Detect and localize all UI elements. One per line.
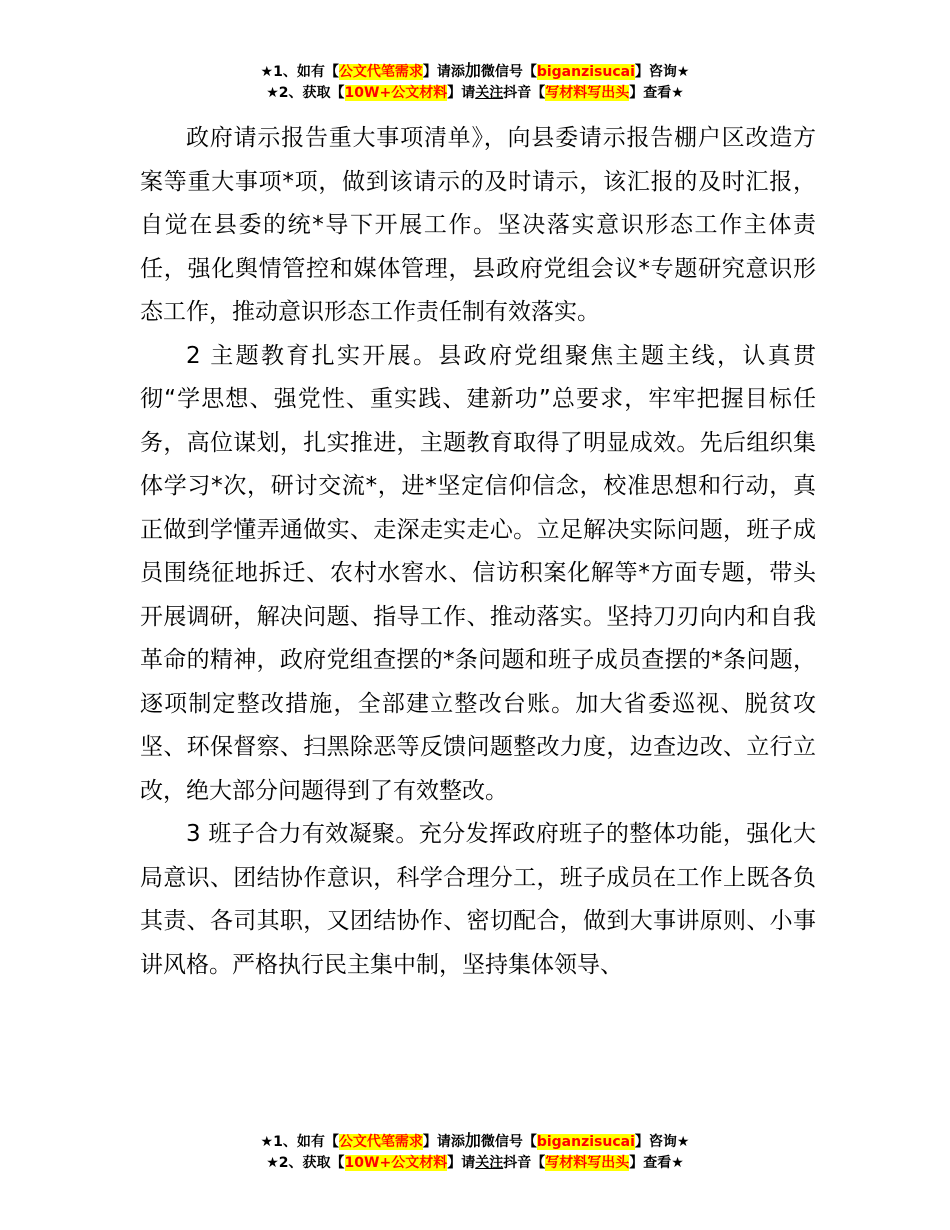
highlight-wechat-id: biganzisucai [536, 64, 635, 80]
highlight-materials: 10W+公文材料 [344, 1155, 448, 1171]
header-banner [0, 60, 950, 104]
highlight-service: 公文代笔需求 [338, 64, 423, 80]
banner-line-2: ★2、获取【10W+公文材料】请关注抖音【写材料写出头】查看★ [266, 1155, 684, 1171]
paragraph: 3 班子合力有效凝聚。充分发挥政府班子的整体功能，强化大局意识、团结协作意识，科学合理分工，班子成员在工作上既各负其责、各司其职，又团结协作、密切配合，做到大事讲原则、小事讲风格。严格执行民主集中制，坚持集体领导、 [140, 821, 816, 978]
highlight-douyin: 写材料写出头 [545, 85, 630, 101]
highlight-materials: 10W+公文材料 [344, 85, 448, 101]
highlight-service: 公文代笔需求 [338, 1134, 423, 1150]
highlight-wechat-id: biganzisucai [536, 1134, 635, 1150]
star-icon: ★ [266, 85, 279, 101]
document-body [140, 117, 816, 987]
banner-line-2: ★2、获取【10W+公文材料】请关注抖音【写材料写出头】查看★ [266, 85, 684, 101]
footer-banner [0, 1130, 950, 1174]
banner-line-1: ★1、如有【公文代笔需求】请添加微信号【biganzisucai】咨询★ [260, 61, 690, 80]
star-icon: ★ [671, 1155, 684, 1171]
paragraph: 政府请示报告重大事项清单》，向县委请示报告棚户区改造方案等重大事项*项，做到该请示的及时请示，该汇报的及时汇报，自觉在县委的统*导下开展工作。坚决落实意识形态工作主体责任，强化舆情管控和媒体管理，县政府党组会议*专题研究意识形态工作，推动意识形态工作责任制有效落实。 [140, 125, 816, 325]
star-icon: ★ [260, 1134, 274, 1150]
star-icon: ★ [676, 64, 690, 80]
star-icon: ★ [266, 1155, 279, 1171]
highlight-douyin: 写材料写出头 [545, 1155, 630, 1171]
paragraph: 2 主题教育扎实开展。县政府党组聚焦主题主线，认真贯彻“学思想、强党性、重实践、建新功”总要求，牢牢把握目标任务，高位谋划，扎实推进，主题教育取得了明显成效。先后组织集体学习*次，研讨交流*，进*坚定信仰信念，校准思想和行动，真正做到学懂弄通做实、走深走实走心。立足解决实际问题，班子成员围绕征地拆迁、农村水窖水、信访积案化解等*方面专题，带头开展调研，解决问题、指导工作、推动落实。坚持刀刃向内和自我革命的精神，政府党组查摆的*条问题和班子成员查摆的*条问题，逐项制定整改措施，全部建立整改台账。加大省委巡视、脱贫攻坚、环保督察、扫黑除恶等反馈问题整改力度，边查边改、立行立改，绝大部分问题得到了有效整改。 [140, 342, 816, 804]
star-icon: ★ [676, 1134, 690, 1150]
star-icon: ★ [671, 85, 684, 101]
banner-line-1: ★1、如有【公文代笔需求】请添加微信号【biganzisucai】咨询★ [260, 1131, 690, 1150]
star-icon: ★ [260, 64, 274, 80]
